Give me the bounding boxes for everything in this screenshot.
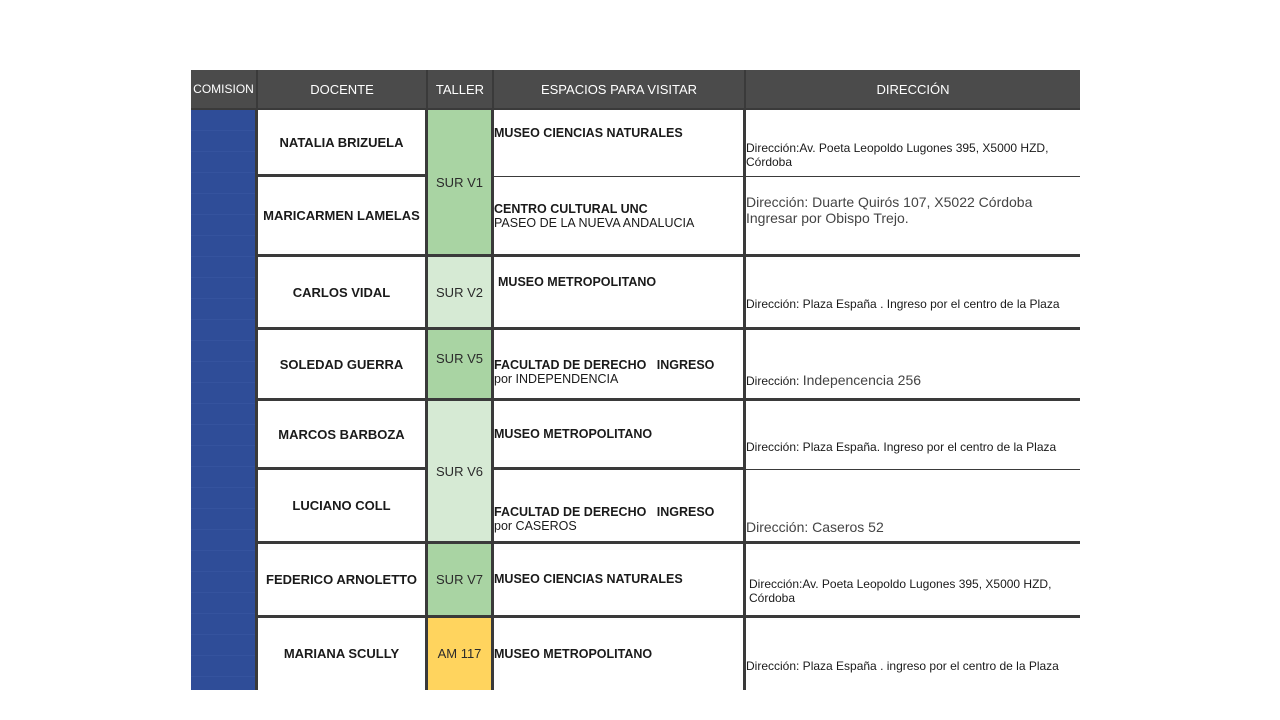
espacio-cell (494, 401, 746, 469)
direccion-text: Dirección: Plaza España . Ingreso por el centro de la Plaza (746, 297, 1060, 312)
direccion-cell (746, 177, 1080, 257)
docente-cell: FEDERICO ARNOLETTO (258, 544, 428, 618)
table-row (191, 618, 1080, 690)
table-row (191, 401, 1080, 469)
espacio-name: MUSEO CIENCIAS NATURALES (494, 572, 683, 587)
direccion-text: Dirección:Av. Poeta Leopoldo Lugones 395, X5000 HZD, Córdoba (746, 141, 1049, 170)
header-docente: DOCENTE (258, 70, 428, 110)
taller-label: SUR V5 (436, 350, 483, 366)
docente-cell: MARIANA SCULLY (258, 618, 428, 690)
direccion-text: Dirección: Caseros 52 (746, 519, 884, 536)
header-espacios: ESPACIOS PARA VISITAR (494, 70, 746, 110)
direccion-text: Dirección: Plaza España . ingreso por el centro de la Plaza (746, 658, 1059, 673)
espacio-cell (494, 110, 746, 177)
docente-cell: LUCIANO COLL (258, 470, 428, 544)
direccion-label: Dirección: (746, 374, 800, 389)
header-taller: TALLER (428, 70, 494, 110)
schedule-table (191, 70, 1080, 690)
taller-cell (428, 330, 494, 401)
espacio-name: MUSEO METROPOLITANO (494, 427, 653, 442)
table-row (191, 110, 1080, 177)
taller-cell: SUR V7 (428, 544, 494, 618)
direccion-cell (746, 470, 1080, 544)
espacio-detail: por CASEROS (494, 519, 577, 534)
taller-cell: SUR V6 (428, 401, 494, 543)
direccion-value: Indepencencia 256 (802, 372, 922, 389)
direccion-text: Dirección: Duarte Quirós 107, X5022 Córdoba Ingresar por Obispo Trejo. (746, 193, 1033, 226)
espacio-cell (494, 618, 746, 690)
espacio-cell (494, 330, 746, 401)
docente-cell: SOLEDAD GUERRA (258, 330, 428, 401)
table-row (191, 470, 1080, 544)
espacio-name: MUSEO METROPOLITANO (494, 646, 653, 661)
header-direccion: DIRECCIÓN (746, 70, 1080, 110)
espacio-name: FACULTAD DE DERECHO INGRESO (494, 505, 715, 520)
direccion-cell (746, 110, 1080, 177)
direccion-cell (746, 544, 1080, 618)
taller-cell: SUR V1 (428, 110, 494, 257)
taller-cell: SUR V2 (428, 257, 494, 330)
espacio-name: MUSEO METROPOLITANO (498, 275, 657, 290)
espacio-cell (494, 470, 746, 544)
docente-cell: NATALIA BRIZUELA (258, 110, 428, 177)
espacio-name: FACULTAD DE DERECHO INGRESO (494, 358, 715, 373)
espacio-name: MUSEO CIENCIAS NATURALES (494, 126, 683, 141)
direccion-cell (746, 618, 1080, 690)
table-row (191, 257, 1080, 330)
espacio-name: CENTRO CULTURAL UNC (494, 201, 648, 216)
espacio-detail: PASEO DE LA NUEVA ANDALUCIA (494, 215, 695, 230)
direccion-cell (746, 257, 1080, 330)
espacio-detail: por INDEPENDENCIA (494, 372, 619, 387)
schedule-table-frame (191, 70, 1080, 690)
table-row (191, 544, 1080, 618)
header-row (191, 70, 1080, 110)
espacio-cell (494, 177, 746, 257)
direccion-cell (746, 401, 1080, 469)
table-row (191, 330, 1080, 401)
taller-cell: AM 117 (428, 618, 494, 690)
direccion-cell (746, 330, 1080, 401)
docente-cell: MARCOS BARBOZA (258, 401, 428, 469)
espacio-cell (494, 544, 746, 618)
table-row (191, 177, 1080, 257)
direccion-text: Dirección: Plaza España. Ingreso por el centro de la Plaza (746, 440, 1057, 455)
docente-cell: MARICARMEN LAMELAS (258, 177, 428, 257)
docente-cell: CARLOS VIDAL (258, 257, 428, 330)
comision-cell (191, 110, 258, 690)
espacio-cell (494, 257, 746, 330)
header-comision: COMISION (191, 70, 258, 110)
direccion-text: Dirección:Av. Poeta Leopoldo Lugones 395, X5000 HZD, Córdoba (749, 577, 1052, 606)
